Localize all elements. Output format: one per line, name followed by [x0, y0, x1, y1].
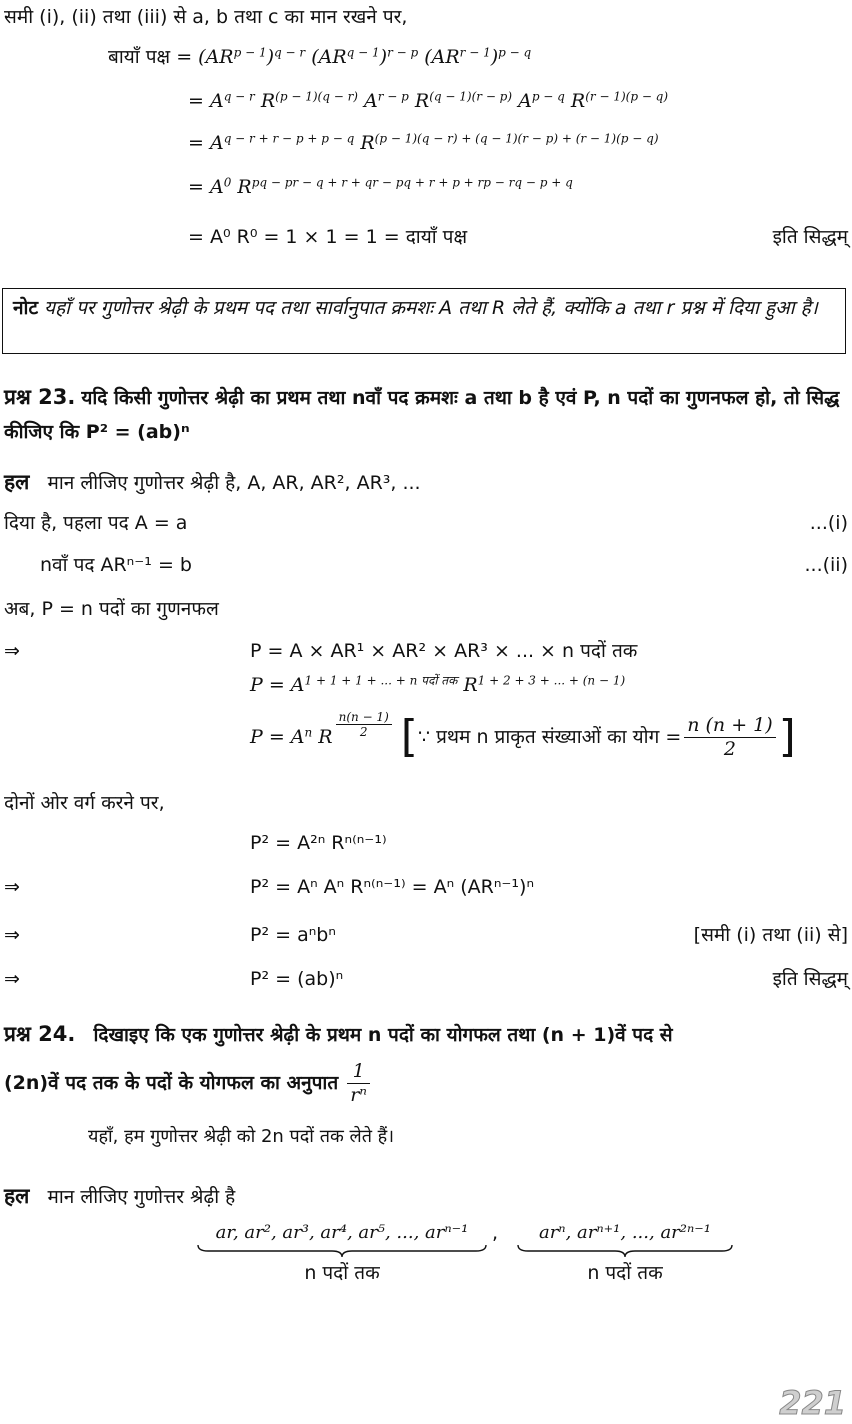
- sum-frac-den: 2: [723, 737, 736, 760]
- solution-23-text: मान लीजिए गुणोत्तर श्रेढ़ी है, A, AR, AR², AR³, ...: [47, 472, 421, 494]
- square-step-1: P² = A²ⁿ Rⁿ⁽ⁿ⁻¹⁾: [250, 832, 387, 854]
- question-23: [4, 380, 850, 449]
- group-1-label: n पदों तक: [304, 1262, 380, 1284]
- lhs-step-5: = A⁰ R⁰ = 1 × 1 = 1 = दायाँ पक्ष: [188, 226, 468, 248]
- question-23-text: यदि किसी गुणोत्तर श्रेढ़ी का प्रथम तथा nवाँ पद क्रमशः a तथा b है एवं P, n पदों का गुणनफल हो, तो सिद्ध कीजिए कि P² = (ab)ⁿ: [4, 387, 840, 443]
- solution-24-intro: [4, 1184, 235, 1209]
- question-24-line-2: [4, 1060, 373, 1107]
- sum-natural-note: ∵ प्रथम n प्राकृत संख्याओं का योग =: [417, 725, 682, 748]
- implies-arrow-4: ⇒: [4, 968, 20, 990]
- qed-2: इति सिद्धम्: [772, 968, 848, 990]
- solution-24-text: मान लीजिए गुणोत्तर श्रेढ़ी है: [47, 1186, 236, 1208]
- implies-arrow-1: ⇒: [4, 640, 20, 662]
- question-24-text-1: दिखाइए कि एक गुणोत्तर श्रेढ़ी के प्रथम n पदों का योगफल तथा (n + 1)वें पद से: [93, 1024, 673, 1046]
- intro-line: समी (i), (ii) तथा (iii) से a, b तथा c का मान रखने पर,: [4, 6, 408, 28]
- assumption-line: यहाँ, हम गुणोत्तर श्रेढ़ी को 2n पदों तक लेते हैं।: [88, 1126, 395, 1147]
- solution-23-label: हल: [4, 470, 30, 494]
- question-24-line-1: [4, 1022, 673, 1047]
- implies-arrow-3: ⇒: [4, 924, 20, 946]
- implies-arrow-2: ⇒: [4, 876, 20, 898]
- underbrace-2: [516, 1243, 734, 1259]
- ratio-fraction: $\frac{1}{\text{rⁿ}}$: [347, 1060, 370, 1107]
- question-24-text-2: (2n)वें पद तक के पदों के योगफल का अनुपात: [4, 1071, 339, 1094]
- underbrace-1: [196, 1243, 488, 1259]
- lhs-label: बायाँ पक्ष: [108, 46, 171, 68]
- square-step-3-ref: [समी (i) तथा (ii) से]: [693, 924, 848, 946]
- square-step-2: P² = Aⁿ Aⁿ Rⁿ⁽ⁿ⁻¹⁾ = Aⁿ (ARⁿ⁻¹)ⁿ: [250, 876, 535, 898]
- group-2-label: n पदों तक: [587, 1262, 663, 1284]
- question-23-label: प्रश्न 23.: [4, 385, 76, 409]
- qed-1: इति सिद्धम्: [772, 226, 848, 248]
- square-both-sides: दोनों ओर वर्ग करने पर,: [4, 792, 165, 814]
- group-2-terms: arⁿ, arⁿ⁺¹, ..., ar²ⁿ⁻¹: [538, 1222, 712, 1243]
- product-step-3: $P = A^n$ R $\frac{n(n - 1)}{2}$ [∵ प्रथम n प्राकृत संख्याओं का योग = $\frac{n (n + 1)}{2}$ ]: [250, 710, 796, 763]
- lhs-step-1: बायाँ पक्ष = $(AR^{p - 1})^{q - r}$ $(AR^{q - 1})^{r - p}$ $(AR^{r - 1})^{p - q}$: [108, 45, 532, 68]
- question-24-label: प्रश्न 24.: [4, 1022, 76, 1046]
- solution-23-intro: [4, 470, 421, 495]
- solution-24-label: हल: [4, 1184, 30, 1208]
- given-first-term: दिया है, पहला पद A = a: [4, 512, 188, 534]
- group-1-terms: ar, ar², ar³, ar⁴, ar⁵, ..., arⁿ⁻¹: [215, 1222, 469, 1243]
- note-box: [2, 288, 846, 354]
- eq-tag-2: ...(ii): [804, 554, 848, 576]
- group-separator: ,: [492, 1222, 499, 1244]
- note-text: यहाँ पर गुणोत्तर श्रेढ़ी के प्रथम पद तथा सार्वानुपात क्रमशः A तथा R लेते हैं, क्योंकि a तथा r प्रश्न में दिया हुआ है।: [44, 297, 818, 319]
- given-nth-term: nवाँ पद ARⁿ⁻¹ = b: [40, 554, 192, 576]
- group-first-n-terms: [196, 1222, 488, 1285]
- product-definition: अब, P = n पदों का गुणनफल: [4, 598, 219, 620]
- lhs-step-4: = $A^0$ $R^{pq - pr - q + r + qr - pq + r + p + rp - rq - p + q}$: [188, 175, 573, 198]
- lhs-step-2: = $A^{q - r}$ $R^{(p - 1)(q - r)}$ $A^{r - p}$ $R^{(q - 1)(r - p)}$ $A^{p - q}$ $R^{(r - 1)(p - q)}$: [188, 89, 669, 112]
- sum-frac-num: n (n + 1): [684, 714, 775, 738]
- lhs-step-3: = $A^{q - r + r - p + p - q}$ $R^{(p - 1)(q - r) + (q - 1)(r - p) + (r - 1)(p - q)}$: [188, 131, 659, 154]
- square-step-3: P² = aⁿbⁿ: [250, 924, 336, 946]
- note-label: नोट: [13, 297, 39, 319]
- product-step-1: P = A × AR¹ × AR² × AR³ × ... × n पदों तक: [250, 640, 638, 662]
- square-step-4: P² = (ab)ⁿ: [250, 968, 344, 990]
- group-next-n-terms: [516, 1222, 734, 1285]
- product-step-2: $P = A^{1 + 1 + 1 + ... + n पदों तक}$ $R^{1 + 2 + 3 + ... + (n - 1)}$: [250, 673, 626, 696]
- page-number: 221: [779, 1384, 846, 1422]
- eq-tag-1: ...(i): [809, 512, 848, 534]
